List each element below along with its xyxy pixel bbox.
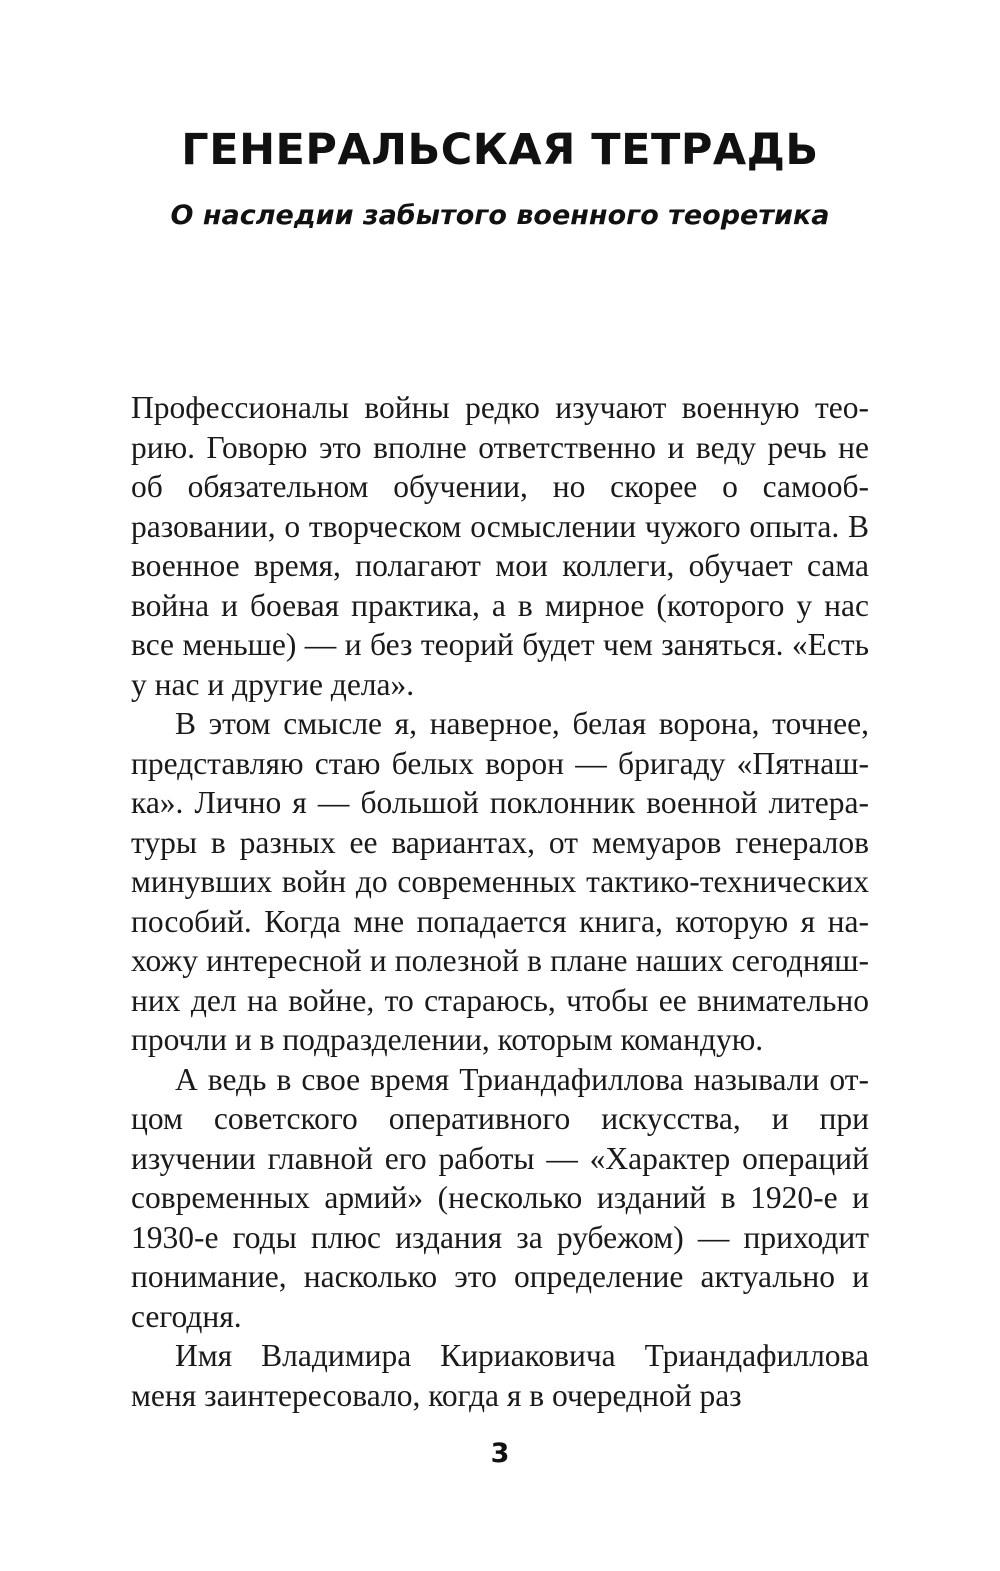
paragraph: Имя Владимира Кириаковича Триандафиллова меня заинтересовало, когда я в очередной раз bbox=[131, 1338, 869, 1413]
body-text bbox=[131, 388, 869, 1415]
chapter-subtitle: О наследии забытого военного теоретика bbox=[170, 200, 830, 231]
paragraph: А ведь в свое время Триандафиллова называли отцом советского оперативного искусства, и при изучении главной его работы — «Характер операций современных армий» (несколько изданий в 1920-е и 1930-е годы плюс издания за рубежом) — приходит понимание, насколько это определение актуально и сегодня. bbox=[131, 1061, 869, 1334]
page-number: 3 bbox=[490, 1438, 510, 1469]
paragraph: Профессионалы войны редко изучают военную теорию. Говорю это вполне ответственно и веду речь не об обязательном обучении, но скорее о самообразовании, о творческом осмыслении чужого опыта. В военное время, полагают мои коллеги, обучает сама война и боевая практика, а в мирное (которого у нас все меньше) — и без теорий будет чем заняться. «Есть у нас и другие дела». bbox=[131, 390, 869, 702]
chapter-title: ГЕНЕРАЛЬСКАЯ ТЕТРАДЬ bbox=[181, 125, 819, 175]
paragraph: В этом смысле я, наверное, белая ворона, точнее, представляю стаю белых ворон — бригаду «Пятнашка». Лично я — большой поклонник военной литературы в разных ее вариантах, от мемуаров генералов минувших войн до современных тактико-технических пособий. Когда мне попадается книга, которую я нахожу интересной и полезной в плане наших сегодняшних дел на войне, то стараюсь, чтобы ее внимательно прочли и в подразделении, которым командую. bbox=[131, 706, 869, 1057]
